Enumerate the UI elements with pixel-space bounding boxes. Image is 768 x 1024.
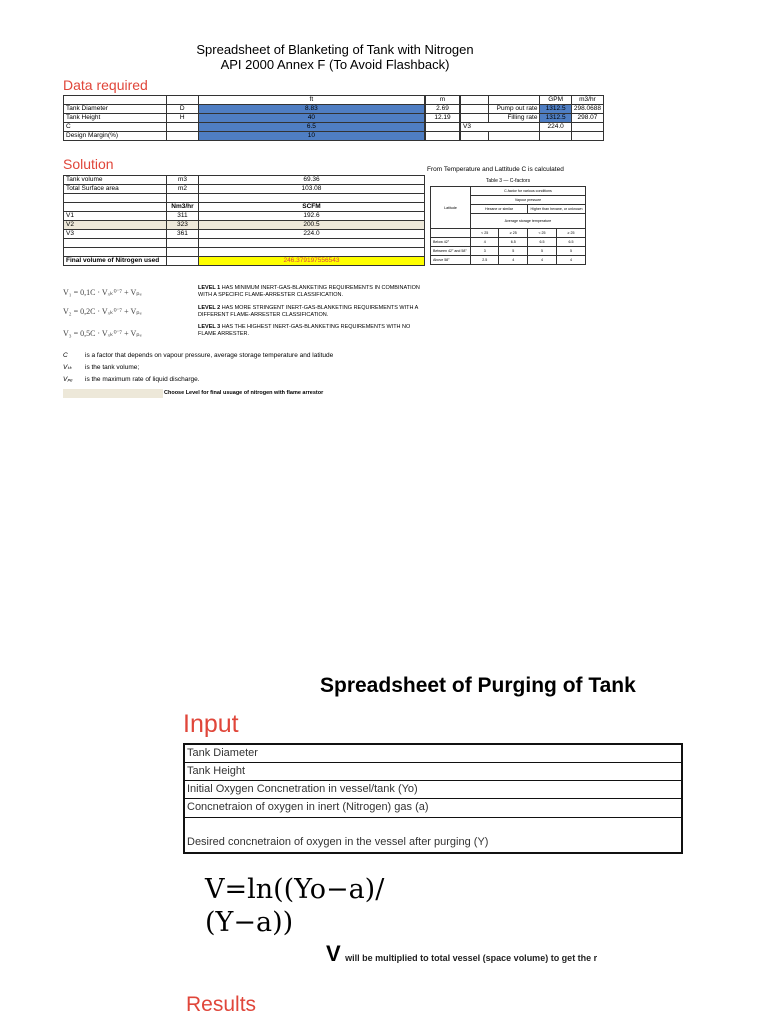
variable-definitions: C is a factor that depends on vapour pressure, average storage temperature and latitude Vₜₖ is the tank volume; Vₚₑ is the maximum rate of liquid discharge. [63,352,334,383]
table-row[interactable]: Design Margin(%) 10 [64,132,425,141]
table-row: Total Surface area m2 103.08 [64,185,425,194]
filling-rate-input[interactable]: 1312.5 [540,114,571,123]
c-factor-table-title: Table 3 — C-factors [485,178,531,184]
purging-note: V will be multiplied to total vessel (space volume) to get the r [326,941,598,966]
c-factor-table: Latitude C-factor for various conditions Vapour pressure Hexane or similar Higher than hexane, or unknown Average storage temperature < 25 ≥ 25 < 25 ≥ 25 Below 42° 4 6.5 6.5 6.5 Between 42° and 58° 3 5 5 5 Above 58° 2.5 4 4 4 [430,186,586,265]
table-row: V1 311 192.6 [64,212,425,221]
solution-heading: Solution [63,156,114,172]
table-row[interactable]: Tank Height H 40 [64,114,425,123]
data-required-table [63,95,425,141]
c-factor-note: From Temperature and Lattitude C is calculated [427,166,564,173]
final-volume-value: 246.379197556543 [198,257,424,266]
level-2-text: LEVEL 2 HAS MORE STRINGENT INERT-GAS-BLANKETING REQUIREMENTS WITH A DIFFERENT FLAME-ARRESTER CLASSIFICATION. [198,305,419,318]
table-row: V2 323 200.5 [64,221,425,230]
level-choice-label: Choose Level for final usuage of nitrogen with flame arrestor [164,390,324,396]
results-heading: Results [186,993,257,1016]
input-row-desired-oxygen[interactable]: Desired concnetraion of oxygen in the vessel after purging (Y) [187,836,489,848]
table-row: V3 361 224.0 [64,230,425,239]
data-required-heading: Data required [63,77,148,93]
input-row-inert-oxygen[interactable]: Concnetraion of oxygen in inert (Nitrogen) gas (a) [185,799,681,818]
title-line-1: Spreadsheet of Blanketing of Tank with Nitrogen [196,42,474,57]
input-heading: Input [183,710,239,738]
table-row [64,257,425,266]
table-row: Tank volume m3 69.36 [64,176,425,185]
final-volume-label: Final volume of Nitrogen used [64,257,167,266]
table-row[interactable]: Tank Diameter D 8.83 [64,105,425,114]
table-row[interactable]: C 6.5 [64,123,425,132]
input-row-tank-diameter[interactable]: Tank Diameter [185,745,681,763]
equation-v3: V₃ = 0,5C · Vₓₖ⁰˙⁷ + Vₚₑ [63,329,142,338]
unit-ft: ft [198,96,424,105]
tank-diameter-input[interactable]: 8.83 [198,105,424,114]
solution-table [63,175,425,266]
table-row [64,96,425,105]
level-3-text: LEVEL 3 HAS THE HIGHEST INERT-GAS-BLANKETING REQUIREMENTS WITH NO FLAME ARRESTER. [198,324,411,337]
input-row-tank-height[interactable]: Tank Height [185,763,681,781]
tank-height-input[interactable]: 40 [198,114,424,123]
title-line-2: API 2000 Annex F (To Avoid Flashback) [220,57,450,72]
level-choice-input[interactable] [63,389,163,398]
table-row: Nm3/hr SCFM [64,203,425,212]
metric-column: m 2.69 12.19 [425,95,460,141]
blanketing-title [130,42,540,72]
pump-out-rate-input[interactable]: 1312.5 [540,105,571,114]
purging-title: Spreadsheet of Purging of Tank [320,674,636,697]
equation-v2: V₂ = 0,2C · Vₓₖ⁰˙⁷ + Vₚₑ [63,307,142,316]
purging-formula: V=ln((Yo−a)/ (Y−a)) [205,874,385,938]
purging-input-table [183,743,683,854]
level-1-text: LEVEL 1 HAS MINIMUM INERT-GAS-BLANKETING REQUIREMENTS IN COMBINATION WITH A SPECIFIC FLAME-ARRESTER CLASSIFICATION. [198,285,420,298]
equation-v1: V₁ = 0,1C · Vₓₖ⁰˙⁷ + Vₚₑ [63,288,142,297]
input-row-initial-oxygen[interactable]: Initial Oxygen Concnetration in vessel/tank (Yo) [185,781,681,799]
design-margin-input[interactable]: 10 [198,132,424,141]
c-factor-input[interactable]: 6.5 [198,123,424,132]
rates-table: GPM m3/hr Pump out rate 1312.5 298.0688 Filling rate 1312.5 298.07 V3 224.0 [460,95,604,141]
